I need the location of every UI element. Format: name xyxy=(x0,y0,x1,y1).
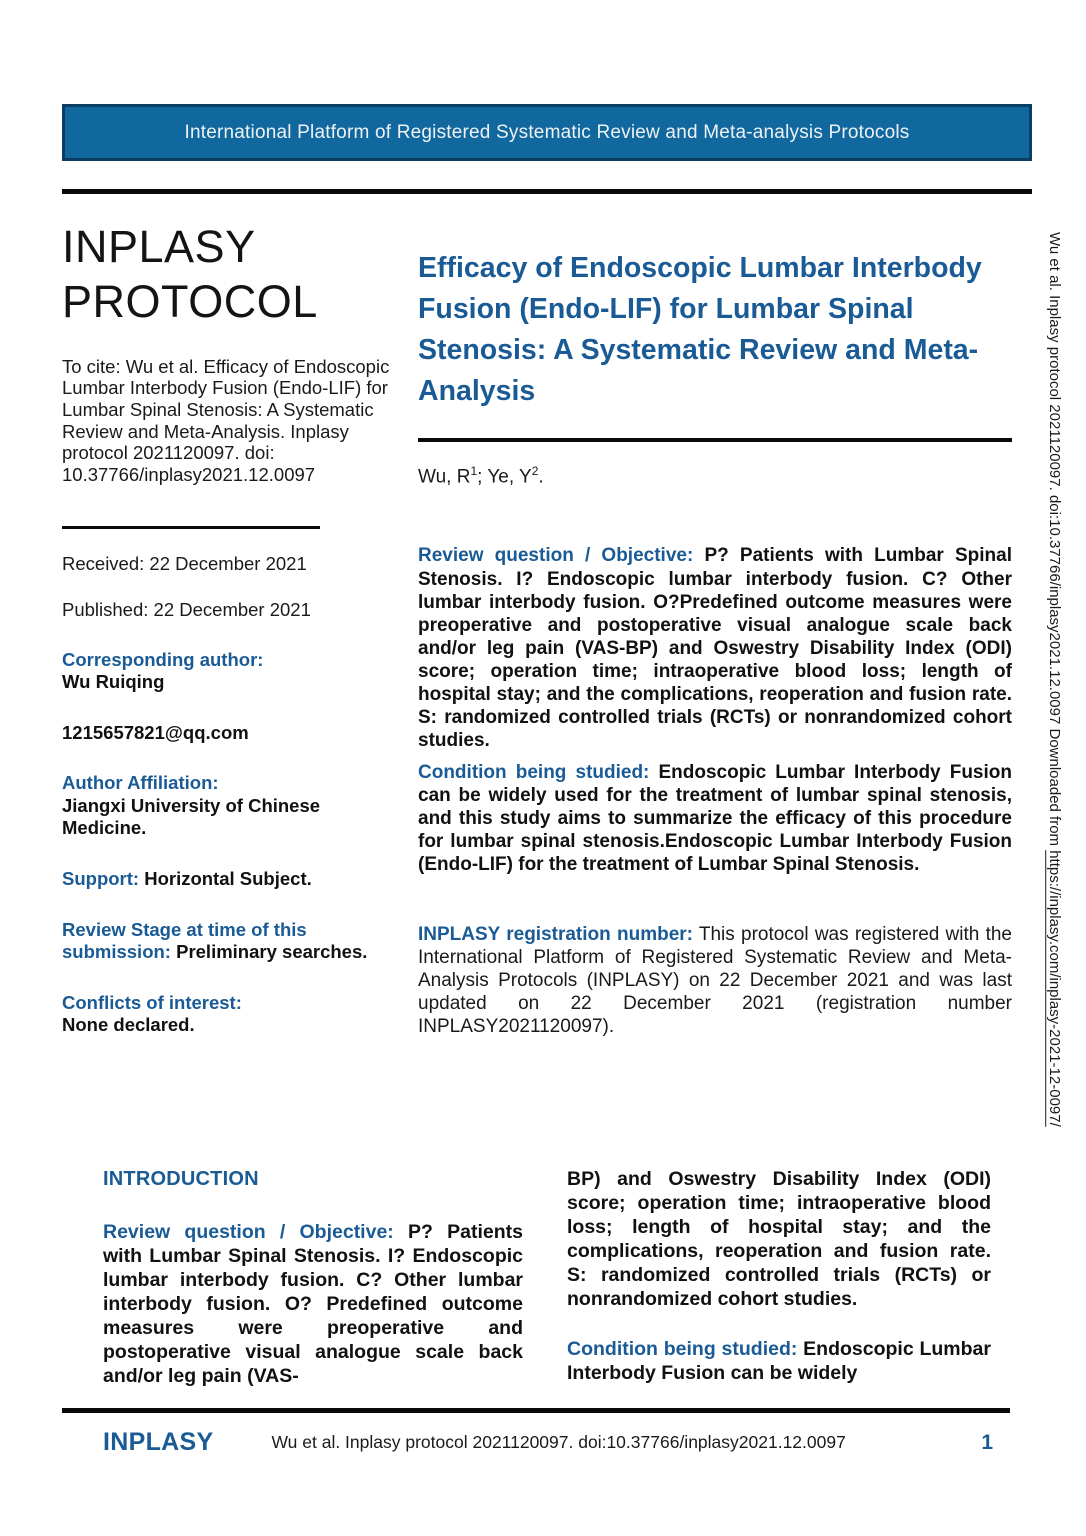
published-date: Published: 22 December 2021 xyxy=(62,598,311,620)
conflicts-section xyxy=(62,992,396,1037)
registration-paragraph xyxy=(418,923,1012,1038)
introduction-section xyxy=(103,1168,991,1389)
platform-banner xyxy=(62,104,1032,161)
review-question-paragraph xyxy=(418,544,1012,752)
author-1: Wu, R xyxy=(418,466,471,488)
registration-text: This protocol was registered with the International Platform of Registered Systematic Review and Meta-Analysis Protocols (INPLASY) on 22 December 2021 and was last updated on 22 December 2021 (registration number INPLASY2021120097). xyxy=(418,923,1012,1037)
support-value: Horizontal Subject. xyxy=(144,868,312,889)
main-column xyxy=(418,248,1012,1038)
corresponding-author-name: Wu Ruiqing xyxy=(62,671,165,693)
received-date: Received: 22 December 2021 xyxy=(62,552,307,574)
footer xyxy=(103,1428,993,1457)
footer-divider-rule xyxy=(62,1408,1010,1413)
title-divider-rule xyxy=(418,438,1012,442)
introduction-review-question-label: Review question / Objective: xyxy=(103,1221,394,1243)
author-1-affiliation-mark: 1 xyxy=(470,464,478,479)
corresponding-author-section xyxy=(62,649,396,694)
affiliation-section xyxy=(62,772,396,840)
author-email: 1215657821@qq.com xyxy=(62,721,249,743)
author-2: ; Ye, Y xyxy=(477,466,532,488)
introduction-heading: INTRODUCTION xyxy=(103,1168,259,1190)
review-stage-value: Preliminary searches. xyxy=(176,941,368,963)
conflicts-value: None declared. xyxy=(62,1014,195,1036)
sidebar-column xyxy=(62,220,396,1037)
footer-page-number: 1 xyxy=(981,1430,993,1454)
condition-label: Condition being studied: xyxy=(418,762,650,784)
conflicts-label: Conflicts of interest: xyxy=(62,991,242,1013)
vertical-citation-note xyxy=(1046,232,1063,1442)
authors-line-end: . xyxy=(538,466,544,488)
introduction-condition-label: Condition being studied: xyxy=(567,1337,798,1360)
introduction-review-question-paragraph xyxy=(103,1221,523,1389)
masthead-line1: INPLASY xyxy=(62,221,256,272)
affiliation-label: Author Affiliation: xyxy=(62,772,219,794)
platform-banner-text: International Platform of Registered Systematic Review and Meta-analysis Protocols xyxy=(184,121,910,143)
top-divider-rule xyxy=(62,189,1032,194)
review-question-label: Review question / Objective: xyxy=(418,545,694,567)
support-section xyxy=(62,868,396,891)
vertical-citation-text: Wu et al. Inplasy protocol 2021120097. doi:10.37766/inplasy2021.12.0097 Downloaded from xyxy=(1046,232,1063,851)
review-question-text: P? Patients with Lumbar Spinal Stenosis. I? Endoscopic lumbar interbody fusion. C? Other lumbar interbody fusion. O?Predefined outcome measures were preoperative and postoperative visual analogue scale back and/or leg pain (VAS-BP) and Oswestry Disability Index (ODI) score; operation time; intraoperative blood loss; length of hospital stay; and the complications, reoperation and fusion rate. S: randomized controlled trials (RCTs) or nonrandomized cohort studies. xyxy=(418,545,1013,752)
support-label: Support: xyxy=(62,868,140,889)
authors-line xyxy=(418,464,1012,488)
review-stage-label: Review Stage at time of this submission: xyxy=(62,918,307,963)
introduction-condition-paragraph xyxy=(567,1338,991,1386)
review-stage-section xyxy=(62,919,396,964)
condition-paragraph xyxy=(418,761,1012,876)
registration-label: INPLASY registration number: xyxy=(418,923,693,945)
footer-citation: Wu et al. Inplasy protocol 2021120097. doi:10.37766/inplasy2021.12.0097 xyxy=(271,1432,846,1452)
introduction-column-2 xyxy=(567,1168,991,1389)
introduction-continuation-paragraph: BP) and Oswestry Disability Index (ODI) score; operation time; intraoperative blood loss; length of hospital stay; and the complications, reoperation and fusion rate. S: randomized controlled trials (RCTs) or nonrandomized cohort studies. xyxy=(567,1168,991,1310)
introduction-review-question-text: P? Patients with Lumbar Spinal Stenosis. I? Endoscopic lumbar interbody fusion. C? Other lumbar interbody fusion. O? Predefined outcome measures were preoperative and postoperative visual analogue scale back and/or leg pain (VAS- xyxy=(103,1221,524,1387)
corresponding-author-label: Corresponding author: xyxy=(62,648,264,670)
citation-paragraph: To cite: Wu et al. Efficacy of Endoscopic Lumbar Interbody Fusion (Endo-LIF) for Lumbar Spinal Stenosis: A Systematic Review and Meta-Analysis. Inplasy protocol 2021120097. doi: 10.37766/inplasy2021.12.0097 xyxy=(62,355,390,485)
article-title: Efficacy of Endoscopic Lumbar Interbody Fusion (Endo-LIF) for Lumbar Spinal Stenosis: A Systematic Review and Meta-Analysis xyxy=(418,252,982,408)
condition-text: Endoscopic Lumbar Interbody Fusion can be widely used for the treatment of lumbar spinal stenosis, and this study aims to summarize the efficacy of this procedure for lumbar spinal stenosis.Endoscopic Lumbar Interbody Fusion (Endo-LIF) for the treatment of Lumbar Spinal Stenosis. xyxy=(418,762,1012,876)
footer-brand-logo: INPLASY xyxy=(103,1428,214,1456)
introduction-column-1 xyxy=(103,1168,523,1389)
masthead-line2: PROTOCOL xyxy=(62,275,318,327)
email-section xyxy=(62,722,396,745)
vertical-citation-url-link[interactable]: https://inplasy.com/inplasy-2021-12-0097/ xyxy=(1046,850,1063,1127)
author-2-affiliation-mark: 2 xyxy=(531,464,539,479)
introduction-condition-text: Endoscopic Lumbar Interbody Fusion can be widely xyxy=(567,1337,991,1384)
sidebar-divider-rule xyxy=(62,526,320,529)
masthead-title xyxy=(62,220,396,330)
affiliation-value: Jiangxi University of Chinese Medicine. xyxy=(62,794,321,839)
